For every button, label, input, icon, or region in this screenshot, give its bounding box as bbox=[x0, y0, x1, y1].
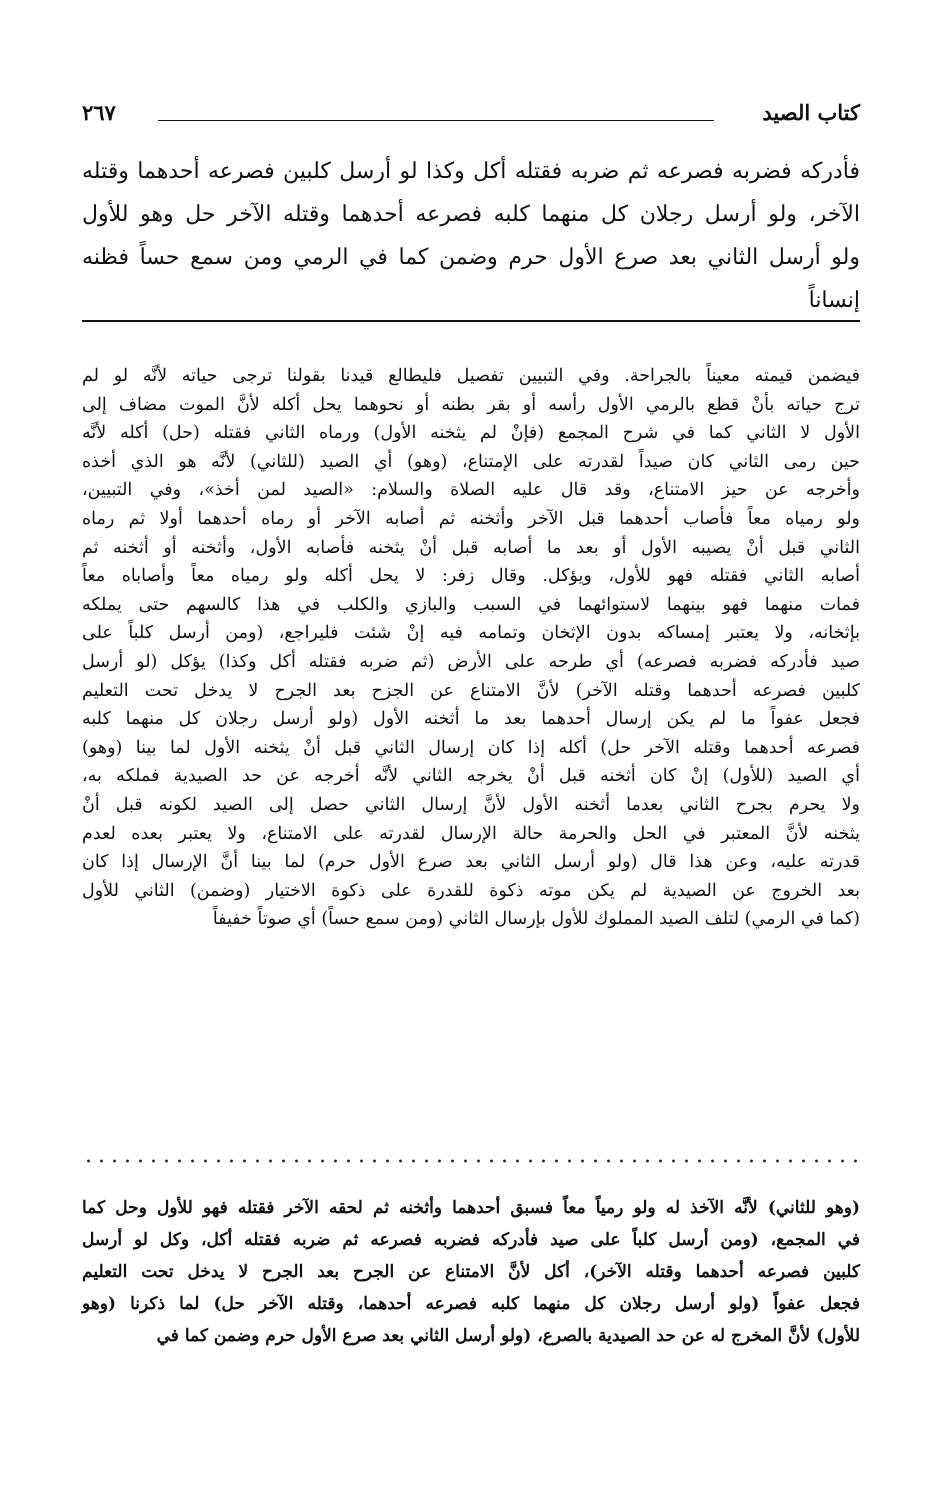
chapter-title: كتاب الصيد bbox=[762, 100, 860, 125]
dotted-separator bbox=[82, 1156, 860, 1166]
main-text-line: فأدركه فضربه فصرعه ثم ضربه فقتله أكل وكذا لو أرسل كلبين فصرعه أحدهما وقتله bbox=[82, 159, 860, 184]
main-text bbox=[82, 150, 860, 322]
commentary-line: صيد فأدركه فضربه فصرعه) أي طرحه على الأرض (ثم ضربه فقتله أكل وكذا) يؤكل (لو أرسل bbox=[82, 651, 860, 672]
commentary-line: ترج حياته بأنْ قطع بالرمي الأول رأسه أو بقر بطنه أو نحوهما يحل أكله لأنَّ الموت مضاف إلى bbox=[82, 394, 860, 415]
footnote-line: في المجمع، (ومن أرسل كلباً على صيد فأدركه فضربه فصرعه ثم ضربه فقتله أكل، وكل لو أرسل bbox=[82, 1230, 860, 1250]
footnote-line: كلبين فصرعه أحدهما وقتله الآخر)، أكل لأنَّ الامتناع عن الجرح بعد الجرح لا يدخل تحت التعليم bbox=[82, 1262, 860, 1282]
commentary-line: أصابه الثاني فقتله فهو للأول، ويؤكل. وقال زفر: لا يحل أكله ولو رمياه معاً وأصاباه معاً bbox=[82, 566, 860, 587]
commentary-line: الثاني قبل أنْ يصيبه الأول أو بعد ما أصابه قبل أنْ يثخنه فأصابه الأول، وأثخنه أو أثخنه ثم bbox=[82, 537, 860, 558]
commentary-line: فصرعه أحدهما وقتله الآخر حل) أكله إذا كان إرسال الثاني قبل أنْ يثخنه الأول لما بينا (وهو) bbox=[82, 737, 860, 758]
page-number: ٢٦٧ bbox=[82, 100, 116, 125]
commentary-line: الأول لا الثاني كما في شرح المجمع (فإنْ لم يثخنه الأول) ورماه الثاني فقتله (حل) أكله لأنَّه bbox=[82, 423, 860, 444]
footnote-line: للأول) لأنَّ المخرج له عن حد الصيدية بالصرع، (ولو أرسل الثاني بعد صرع الأول حرم وضمن كما في bbox=[156, 1326, 860, 1346]
commentary-line: بإثخانه، ولا يعتبر إمساكه بدون الإثخان وتمامه فيه إنْ شئت فليراجع، (ومن أرسل كلباً على bbox=[82, 623, 860, 644]
commentary-line: أي الصيد (للأول) إنْ كان أثخنه قبل أنْ يخرجه الثاني لأنَّه أخرجه عن حد الصيدية فملكه به، bbox=[82, 766, 860, 787]
commentary-line: يثخنه لأنَّ المعتبر في الحل والحرمة حالة الإرسال لقدرته على الامتناع، ولا يعتبر بعده لعدم bbox=[82, 823, 860, 844]
commentary-line: ولو رمياه معاً فأصاب أحدهما قبل الآخر وأثخنه ثم أصابه الآخر أو رماه أحدهما أولا ثم رماه bbox=[82, 508, 860, 529]
commentary-line: كلبين فصرعه أحدهما وقتله الآخر) لأنَّ الامتناع عن الجزح بعد الجرح لا يدخل تحت التعليم bbox=[82, 680, 860, 701]
commentary-line: بعد الخروج عن الصيدية لم يكن موته ذكوة للقدرة على ذكوة الاختيار (وضمن) الثاني للأول bbox=[82, 880, 860, 901]
commentary-line: فيضمن قيمته معيناً بالجراحة. وفي التبيين تفصيل فليطالع قيدنا بقولنا ترجى حياته لأنَّه لو لم bbox=[82, 366, 860, 386]
commentary-line: وأخرجه عن حيز الامتناع، وقد قال عليه الصلاة والسلام: «الصيد لمن أخذ»، وفي التبيين، bbox=[82, 480, 860, 501]
commentary-line: حين رمى الثاني كان صيداً لقدرته على الإمتناع، (وهو) أي الصيد (للثاني) لأنَّه هو الذي أخذه bbox=[82, 451, 860, 472]
commentary-line: فمات منهما فهو بينهما لاستوائهما في السبب والبازي والكلب في هذا كالسهم حتى يملكه bbox=[82, 594, 860, 615]
footnote-line: فجعل عفواً (ولو أرسل رجلان كل منهما كلبه فصرعه أحدهما، وقتله الآخر حل) لما ذكرنا (وهو bbox=[82, 1294, 860, 1314]
main-text-line: الآخر، ولو أرسل رجلان كل منهما كلبه فصرعه أحدهما وقتله الآخر حل وهو للأول bbox=[82, 202, 860, 227]
main-text-line: ولو أرسل الثاني بعد صرع الأول حرم وضمن كما في الرمي ومن سمع حساً فظنه إنساناً bbox=[82, 245, 860, 313]
header-rule bbox=[158, 120, 714, 121]
footnote-text bbox=[82, 1192, 860, 1352]
commentary-text bbox=[82, 362, 860, 934]
running-header bbox=[82, 96, 860, 132]
commentary-line: قدرته عليه، وعن هذا قال (ولو أرسل الثاني بعد صرع الأول حرم) لما بينا أنَّ الإرسال إذا كان bbox=[82, 852, 860, 873]
commentary-line: ولا يحرم بجرح الثاني بعدما أثخنه الأول لأنَّ إرسال الثاني حصل إلى الصيد لكونه قبل أنْ bbox=[82, 794, 860, 815]
commentary-line: (كما في الرمي) لتلف الصيد المملوك للأول بإرسال الثاني (ومن سمع حساً) أي صوتاً خفيفاً bbox=[212, 909, 860, 930]
commentary-line: فجعل عفواً ما لم يكن إرسال أحدهما بعد ما أثخنه الأول (ولو أرسل رجلان كل منهما كلبه bbox=[82, 709, 860, 730]
section-divider bbox=[82, 320, 860, 322]
footnote-line: (وهو للثاني) لأنَّه الآخذ له ولو رمياً معاً فسبق أحدهما وأثخنه ثم لحقه الآخر فقتله فهو للأول وحل كما bbox=[82, 1198, 860, 1218]
